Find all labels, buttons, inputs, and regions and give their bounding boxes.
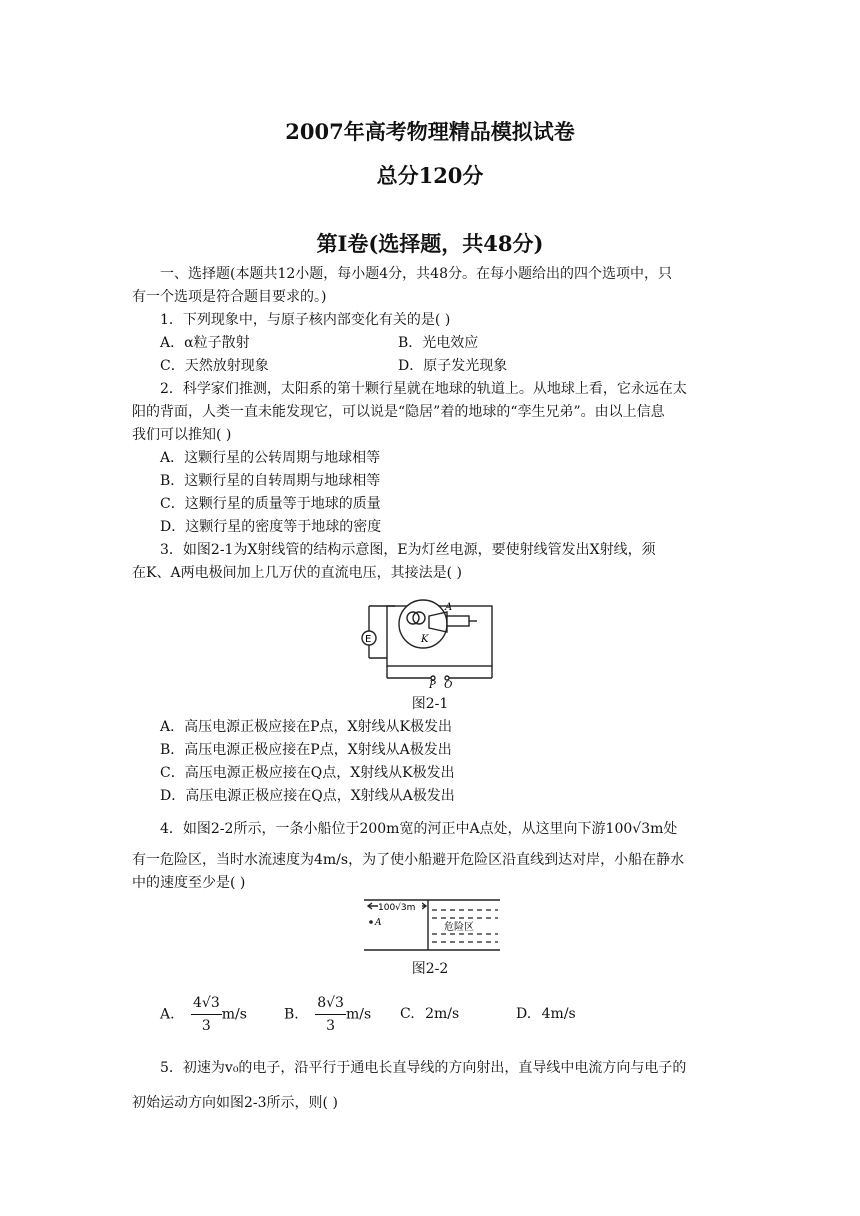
instructions-line-1: 一、选择题(本题共12小题，每小题4分，共48分。在每小题给出的四个选项中，只 [160, 266, 672, 282]
q3-option-c: C．高压电源正极应接在Q点，X射线从K极发出 [160, 765, 455, 781]
figure-2-1-caption: 图2-1 [411, 696, 449, 712]
part-heading: 第Ⅰ卷(选择题，共48分) [316, 231, 544, 256]
instructions-line-2: 有一个选项是符合题目要求的。) [132, 289, 327, 305]
q2-stem-line-3: 我们可以推知( ) [132, 427, 232, 443]
q4-option-a: A. $\frac{4√3}{3}$ m/s [160, 992, 247, 1037]
q3-stem-line-1: 3．如图2-1为X射线管的结构示意图，E为灯丝电源，要使射线管发出X射线，须 [160, 542, 656, 558]
q3-option-b: B．高压电源正极应接在P点，X射线从A极发出 [160, 742, 452, 758]
q2-option-c: C．这颗行星的质量等于地球的质量 [160, 496, 381, 512]
q4-option-b: B. $\frac{8√3}{3}$ m/s [284, 992, 371, 1037]
q3-stem-line-2: 在K、A两电极间加上几万伏的直流电压，其接法是( ) [132, 565, 462, 581]
fraction: $\frac{4√3}{3}$ [191, 992, 222, 1037]
q1-stem: 1．下列现象中，与原子核内部变化有关的是( ) [160, 312, 451, 328]
total-score: 总分120分 [376, 163, 484, 188]
q2-option-a: A．这颗行星的公转周期与地球相等 [160, 450, 381, 466]
q1-option-a: A．α粒子散射 [160, 335, 250, 351]
q3-option-d: D．高压电源正极应接在Q点，X射线从A极发出 [160, 788, 455, 804]
q5-stem-line-2: 初始运动方向如图2-3所示，则( ) [132, 1095, 338, 1111]
label-danger-zone: 危险区 [444, 922, 474, 933]
xray-tube-diagram [355, 598, 505, 688]
q2-stem-line-1: 2．科学家们推测，太阳系的第十颗行星就在地球的轨道上。从地球上看，它永远在太 [160, 381, 687, 397]
q4-stem-line-2: 有一危险区，当时水流速度为4m/s，为了使小船避开危险区沿直线到达对岸，小船在静水 [132, 852, 685, 868]
label-q: Q [444, 680, 453, 688]
q4-stem-line-3: 中的速度至少是( ) [132, 875, 246, 891]
label-point-a: A [375, 918, 382, 928]
q3-option-a: A．高压电源正极应接在P点，X射线从K极发出 [160, 719, 452, 735]
q1-option-b: B．光电效应 [398, 335, 479, 351]
q4-stem-line-1: 4．如图2-2所示，一条小船位于200m宽的河正中A点处，从这里向下游100√3m处 [160, 821, 678, 837]
q4-option-d: D. 4m/s [516, 1006, 576, 1022]
fraction: $\frac{8√3}{3}$ [315, 992, 346, 1037]
exam-title: 2007年高考物理精品模拟试卷 [285, 119, 575, 144]
q5-stem-line-1: 5．初速为v₀的电子，沿平行于通电长直导线的方向射出，直导线中电流方向与电子的 [160, 1060, 687, 1076]
q1-option-c: C．天然放射现象 [160, 358, 269, 374]
label-distance: 100√3m [378, 903, 416, 913]
q1-option-d: D．原子发光现象 [398, 358, 508, 374]
q2-stem-line-2: 阳的背面，人类一直未能发现它，可以说是“隐居”着的地球的“孪生兄弟”。由以上信息 [132, 404, 665, 420]
figure-2-2-caption: 图2-2 [411, 961, 449, 977]
q4-option-c: C. 2m/s [400, 1006, 460, 1022]
label-k: K [421, 634, 429, 645]
q2-option-b: B．这颗行星的自转周期与地球相等 [160, 473, 381, 489]
label-p: P [429, 680, 436, 688]
label-a: A [445, 602, 453, 613]
label-e: E [365, 634, 372, 645]
river-diagram [362, 896, 502, 954]
q2-option-d: D．这颗行星的密度等于地球的密度 [160, 519, 382, 535]
